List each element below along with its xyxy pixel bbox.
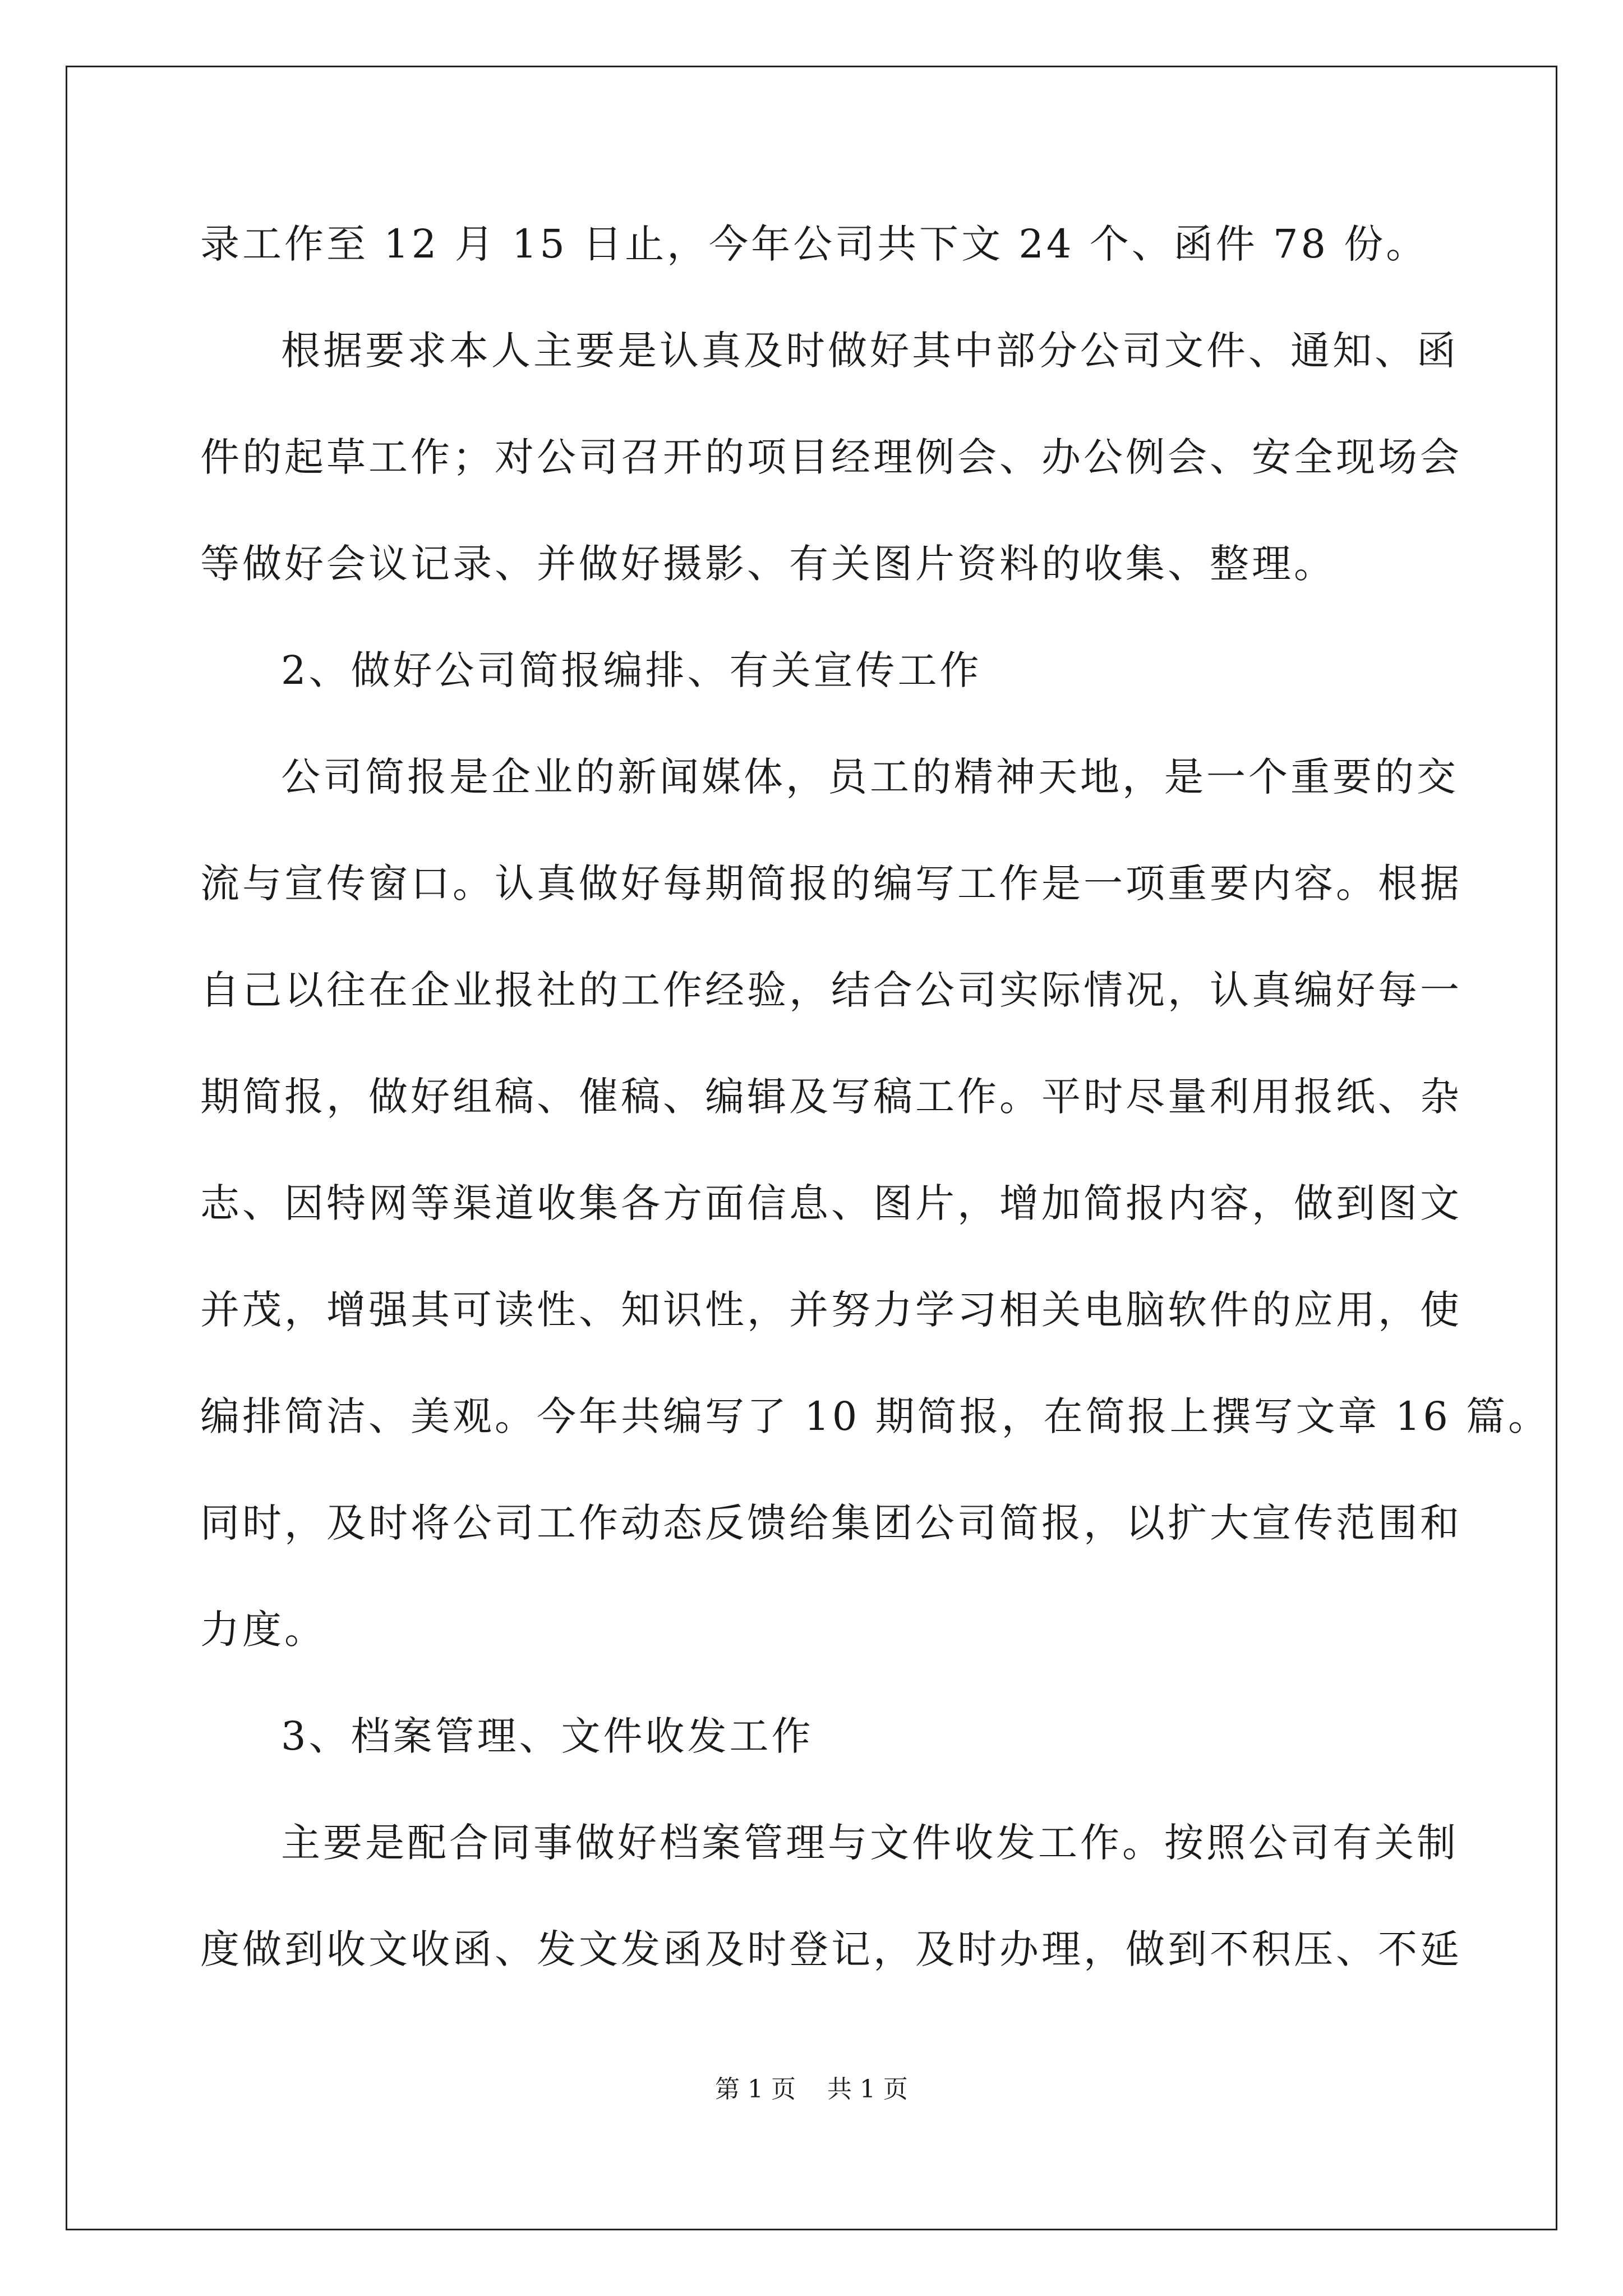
text-line: 录工作至 12 月 15 日止，今年公司共下文 24 个、函件 78 份。: [200, 221, 1428, 267]
text-line: 编排简洁、美观。今年共编写了 10 期简报，在简报上撰写文章 16 篇。: [200, 1393, 1551, 1439]
text-line: 主要是配合同事做好档案管理与文件收发工作。按照公司有关制: [281, 1820, 1459, 1866]
text-line: 志、因特网等渠道收集各方面信息、图片，增加简报内容，做到图文: [200, 1180, 1462, 1226]
text-line: 等做好会议记录、并做好摄影、有关图片资料的收集、整理。: [200, 541, 1336, 587]
page-footer: 第 1 页 共 1 页: [715, 2075, 908, 2104]
section-heading: 3、档案管理、文件收发工作: [281, 1713, 814, 1759]
document-body: [200, 221, 1551, 2033]
section-heading: 2、做好公司简报编排、有关宣传工作: [281, 647, 982, 693]
text-line: 同时，及时将公司工作动态反馈给集团公司简报，以扩大宣传范围和: [200, 1500, 1462, 1546]
text-line: 根据要求本人主要是认真及时做好其中部分公司文件、通知、函: [281, 328, 1459, 374]
text-line: 度做到收文收函、发文发函及时登记，及时办理，做到不积压、不延: [200, 1926, 1462, 1972]
text-line: 公司简报是企业的新闻媒体，员工的精神天地，是一个重要的交: [281, 754, 1459, 800]
text-line: 期简报，做好组稿、催稿、编辑及写稿工作。平时尽量利用报纸、杂: [200, 1074, 1462, 1120]
text-line: 并茂，增强其可读性、知识性，并努力学习相关电脑软件的应用，使: [200, 1287, 1462, 1333]
text-line: 自己以往在企业报社的工作经验，结合公司实际情况，认真编好每一: [200, 967, 1462, 1013]
text-line: 力度。: [200, 1607, 326, 1653]
text-line: 流与宣传窗口。认真做好每期简报的编写工作是一项重要内容。根据: [200, 861, 1462, 907]
text-line: 件的起草工作；对公司召开的项目经理例会、办公例会、安全现场会: [200, 434, 1462, 480]
